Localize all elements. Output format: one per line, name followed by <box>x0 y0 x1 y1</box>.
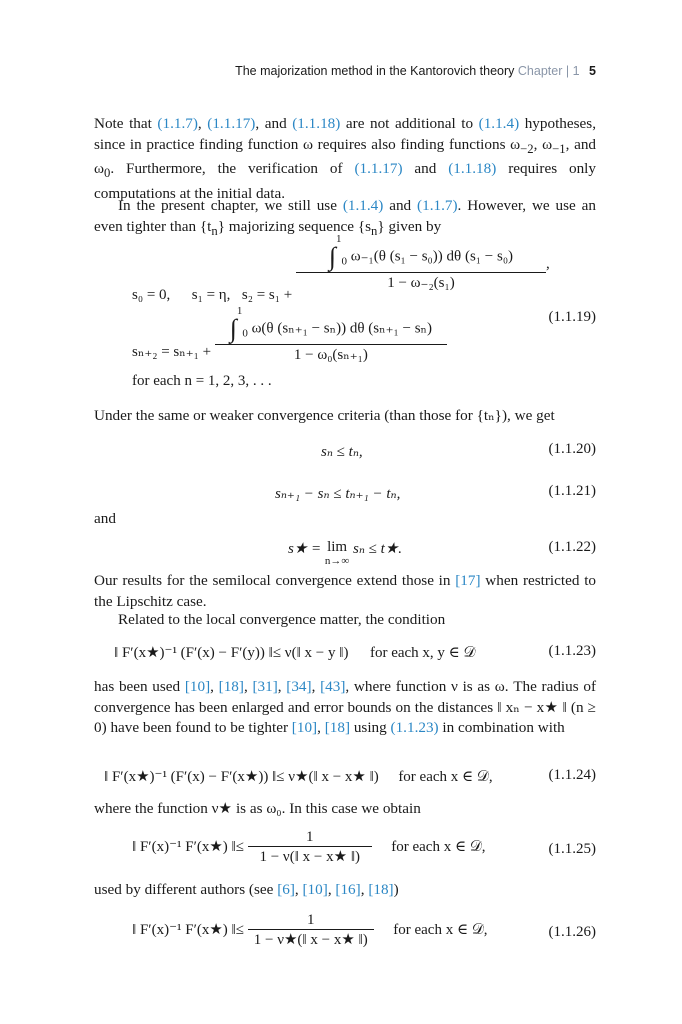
eq-number-1-1-24: (1.1.24) <box>548 767 596 783</box>
paragraph-7: where the function ν★ is as ω₀. In this case we obtain <box>94 800 421 817</box>
ref-6[interactable]: [6] <box>277 881 295 898</box>
ref-10-c[interactable]: [10] <box>302 881 328 898</box>
running-title: The majorization method in the Kantorovich theory <box>235 64 515 78</box>
ref-10-b[interactable]: [10] <box>291 719 318 736</box>
ref-eq-1-1-7-b[interactable]: (1.1.7) <box>417 197 458 214</box>
equation-1-1-23: ‖ F′(x★)⁻¹ (F′(x) − F′(y)) ‖≤ ν(‖ x − y ‖) for each x, y ∈ 𝒟 <box>114 645 476 661</box>
ref-18-c[interactable]: [18] <box>368 881 394 898</box>
ref-31[interactable]: [31] <box>252 678 278 695</box>
chapter-number: 1 <box>572 64 580 78</box>
equation-1-1-22: s★ = lim n→∞ sₙ ≤ t★. <box>288 539 403 567</box>
equation-1-1-25: ‖ F′(x)⁻¹ F′(x★) ‖≤ $\frac{1}{1 - \nu(‖ x - x★ ‖)}$ for each x ∈ 𝒟, <box>132 829 486 865</box>
paragraph-4: Our results for the semilocal convergence extend those in [17] when restricted to the Lipschitz case. <box>94 572 597 610</box>
eq-number-1-1-20: (1.1.20) <box>548 441 596 457</box>
page-number: 5 <box>589 64 596 78</box>
ref-eq-1-1-7[interactable]: (1.1.7) <box>157 115 198 132</box>
ref-eq-1-1-4-b[interactable]: (1.1.4) <box>342 197 384 214</box>
equation-1-1-19-line-2: sₙ₊₂ = sₙ₊₁ + $\frac{\int^1_0 \omega(\theta (s_{n+1} - s_n)) d\theta (s_{n+1} - s_n)}{\text{1 − ω₀(sₙ₊₁)}}$ <box>132 314 447 364</box>
ref-eq-1-1-4[interactable]: (1.1.4) <box>478 115 520 132</box>
ref-16[interactable]: [16] <box>335 881 361 898</box>
paragraph-3: Under the same or weaker convergence criteria (than those for {tₙ}), we get <box>94 407 555 424</box>
equation-1-1-21: sₙ₊₁ − sₙ ≤ tₙ₊₁ − tₙ, <box>275 486 401 502</box>
paragraph-6: has been used [10], [18], [31], [34], [43], where function ν is as ω. The radius of convergence has been enlarged and error bounds on the distances ‖ xₙ − x★ ‖ (n ≥ 0) have been found to be tighter [10], [18] using (1.1.23) in combination with <box>94 678 597 736</box>
ref-34[interactable]: [34] <box>286 678 312 695</box>
ref-eq-1-1-17-b[interactable]: (1.1.17) <box>354 160 403 178</box>
eq-number-1-1-21: (1.1.21) <box>548 483 596 499</box>
paragraph-5: Related to the local convergence matter, the condition <box>118 611 446 628</box>
equation-1-1-19-foreach: for each n = 1, 2, 3, . . . <box>132 373 272 389</box>
ref-eq-1-1-17[interactable]: (1.1.17) <box>207 115 256 132</box>
ref-eq-1-1-23[interactable]: (1.1.23) <box>390 719 439 736</box>
ref-18-b[interactable]: [18] <box>324 719 351 736</box>
eq-number-1-1-22: (1.1.22) <box>548 539 596 555</box>
ref-17[interactable]: [17] <box>455 572 481 589</box>
equation-1-1-20: sₙ ≤ tₙ, <box>321 444 363 460</box>
paragraph-8: used by different authors (see [6], [10], [16], [18]) <box>94 881 399 898</box>
equation-1-1-26: ‖ F′(x)⁻¹ F′(x★) ‖≤ $\frac{1}{1 - \nu★(‖ x - x★ ‖)}$ for each x ∈ 𝒟, <box>132 912 488 948</box>
equation-1-1-19-line-1: s₀ = 0, s₁ = η, s₂ = s₁ + $\frac{\int^1_0 \omega_{-1}(\theta (s_1 - s_0)) d\theta (s_1 - s_0)}{\text{1 − ω₋₂(s₁)}}$ , <box>132 233 550 304</box>
ref-eq-1-1-18-b[interactable]: (1.1.18) <box>448 160 497 178</box>
equation-1-1-24: ‖ F′(x★)⁻¹ (F′(x) − F′(x★)) ‖≤ ν★(‖ x − x★ ‖) for each x ∈ 𝒟, <box>104 769 493 785</box>
ref-eq-1-1-18[interactable]: (1.1.18) <box>292 115 341 132</box>
ref-43[interactable]: [43] <box>320 678 346 695</box>
ref-18[interactable]: [18] <box>218 678 244 695</box>
eq-number-1-1-26: (1.1.26) <box>548 924 596 940</box>
eq-number-1-1-23: (1.1.23) <box>548 643 596 659</box>
running-header <box>235 64 596 78</box>
paragraph-2: In the present chapter, we still use (1.1.4) and (1.1.7). However, we use an even tighter than $\{t_n\}$ majorizing sequence $\{s_n\}$ given by <box>94 197 597 238</box>
paragraph-1: Note that (1.1.7), (1.1.17), and (1.1.18) are not additional to (1.1.4) hypotheses, since in practice finding function ω requires also finding functions $\omega_{-2}$, $\omega_{-1}$, and $\omega_0$. Furthermore, the verification of (1.1.17) and (1.1.18) requires only computations at the initial data. <box>94 115 597 202</box>
and-word: and <box>94 510 116 527</box>
eq-number-1-1-25: (1.1.25) <box>548 841 596 857</box>
header-separator: | <box>565 64 570 78</box>
ref-10[interactable]: [10] <box>184 678 211 695</box>
chapter-word: Chapter <box>517 64 563 78</box>
eq-number-1-1-19: (1.1.19) <box>548 309 596 325</box>
